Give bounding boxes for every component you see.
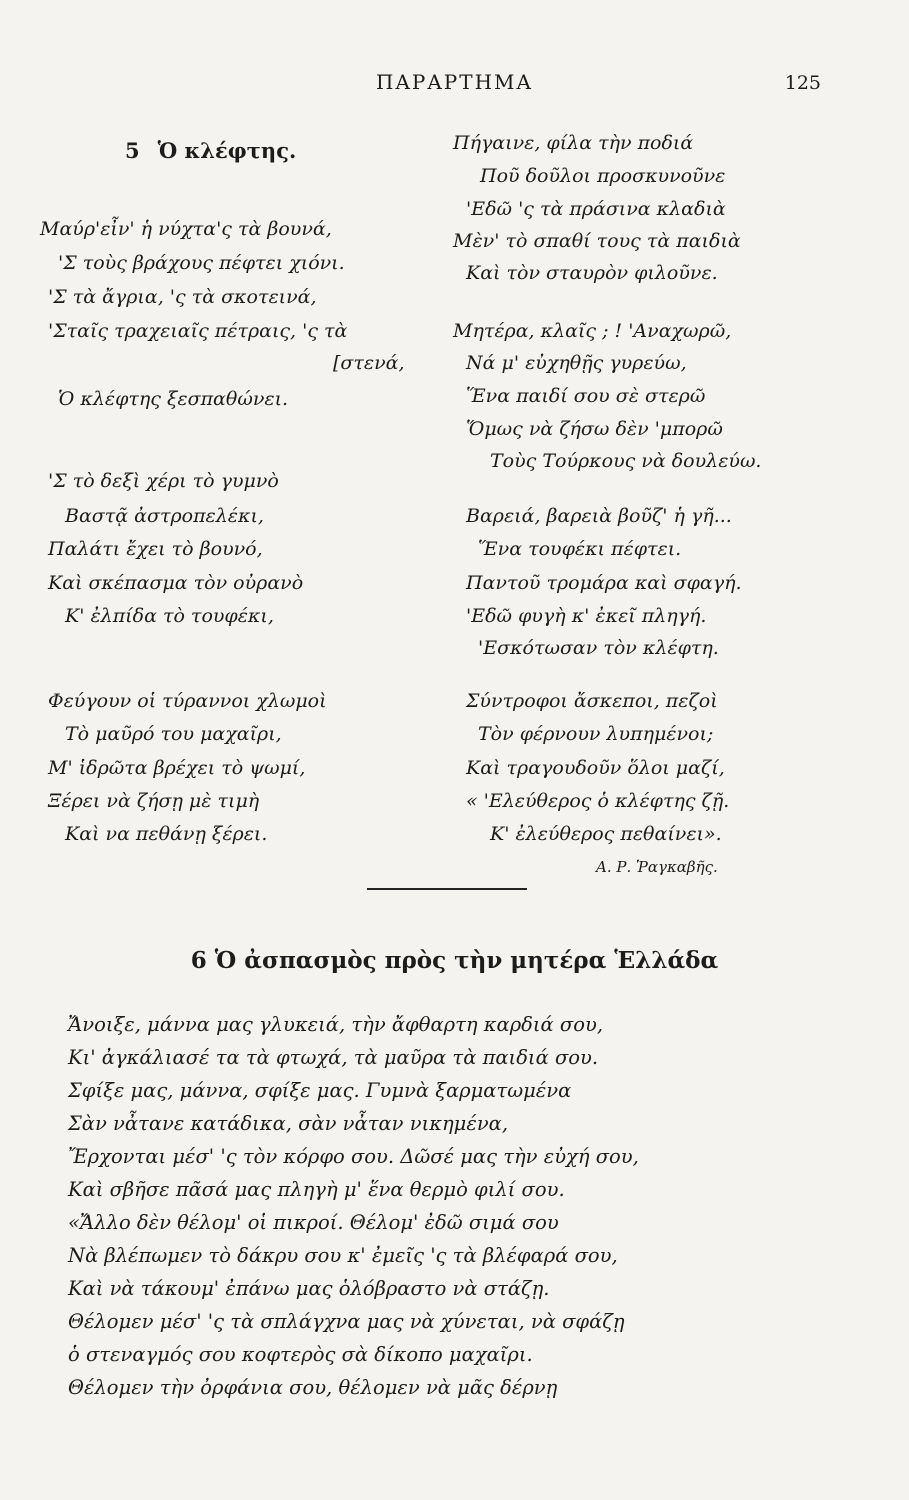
verse-line: 'Σ τὸ δεξὶ χέρι τὸ γυμνὸ [48,470,279,492]
verse-line: Καὶ σκέπασμα τὸν οὐρανὸ [48,572,304,594]
verse-line: 'Εσκότωσαν τὸν κλέφτη. [478,637,719,659]
verse-line: Μὲν' τὸ σπαθί τους τὰ παιδιὰ [453,230,741,252]
verse-line: Μ' ἱδρῶτα βρέχει τὸ ψωμί, [48,757,306,779]
verse-line: Καὶ σβῆσε πᾶσά μας πληγὴ μ' ἕνα θερμὸ φιλί σου. [68,1178,565,1201]
verse-line: Ὅμως νὰ ζήσω δὲν 'μπορῶ [466,418,723,440]
verse-line: Καὶ να πεθάνῃ ξέρει. [65,823,268,845]
verse-line: Σὰν νἆτανε κατάδικα, σὰν νἆταν νικημένα, [68,1112,509,1135]
verse-line: Ὁ κλέφτης ξεσπαθώνει. [58,388,289,410]
verse-line: Ἄνοιξε, μάννα μας γλυκειά, τὴν ἄφθαρτη καρδιά σου, [68,1013,604,1036]
verse-line: Τοὺς Τούρκους νὰ δουλεύω. [490,450,762,472]
verse-line: Μαύρ'εἶν' ἡ νύχτα'ς τὰ βουνά, [40,218,332,240]
poem1-title-line [125,138,296,163]
verse-line: 'Σ τὰ ἄγρια, 'ς τὰ σκοτεινά, [48,286,317,308]
verse-line: Καὶ νὰ τάκουμ' ἐπάνω μας ὁλόβραστο νὰ στάζῃ. [68,1277,550,1300]
verse-line: «Ἄλλο δὲν θέλομ' οἱ πικροί. Θέλομ' ἐδῶ σιμά σου [68,1211,559,1234]
verse-line: 'Εδῶ φυγὴ κ' ἐκεῖ πληγή. [466,605,707,627]
poem2-number: 6 [190,947,207,974]
verse-line: Παντοῦ τρομάρα καὶ σφαγή. [466,572,742,594]
verse-line: Κ' ἐλπίδα τὸ τουφέκι, [65,605,274,627]
verse-line: Καὶ τραγουδοῦν ὅλοι μαζί, [466,757,725,779]
verse-line: Ποῦ δοῦλοι προσκυνοῦνε [480,165,726,187]
poem1-title: Ὁ κλέφτης. [157,138,297,163]
verse-line: « 'Ελεύθερος ὁ κλέφτης ζῇ. [466,790,730,812]
verse-line: 'Σταῖς τραχειαῖς πέτραις, 'ς τὰ [48,320,348,342]
verse-line-continuation: [στενά, [333,352,405,374]
verse-line: Ἕνα παιδί σου σὲ στερῶ [466,385,706,407]
verse-line: Φεύγουν οἱ τύραννοι χλωμοὶ [48,690,327,712]
page-number: 125 [784,72,821,94]
running-head: ΠΑΡΑΡΤΗΜΑ [376,70,533,94]
section-divider [367,888,527,890]
verse-line: Θέλομεν μέσ' 'ς τὰ σπλάγχνα μας νὰ χύνεται, νὰ σφάζῃ [68,1310,625,1333]
poem1-attribution: Α. Ρ. Ῥαγκαβῆς. [596,858,718,876]
verse-line: Ξέρει νὰ ζήσῃ μὲ τιμὴ [48,790,260,812]
verse-line: Σύντροφοι ἄσκεποι, πεζοὶ [466,690,718,712]
verse-line: Παλάτι ἔχει τὸ βουνό, [48,538,263,560]
verse-line: Τὸν φέρνουν λυπημένοι; [478,723,714,745]
verse-line: Τὸ μαῦρό του μαχαῖρι, [65,723,282,745]
verse-line: Καὶ τὸν σταυρὸν φιλοῦνε. [466,262,718,284]
verse-line: Σφίξε μας, μάννα, σφίξε μας. Γυμνὰ ξαρματωμένα [68,1079,572,1102]
verse-line: Ἕνα τουφέκι πέφτει. [478,538,682,560]
poem1-number: 5 [125,138,140,163]
poem2-title-line [0,947,909,974]
verse-line: Βαστᾷ ἀστροπελέκι, [65,505,264,527]
verse-line: 'Σ τοὺς βράχους πέφτει χιόνι. [58,252,345,274]
verse-line: 'Εδῶ 'ς τὰ πράσινα κλαδιὰ [466,198,726,220]
verse-line: Ἔρχονται μέσ' 'ς τὸν κόρφο σου. Δῶσέ μας τὴν εὐχή σου, [68,1145,639,1168]
poem2-title: Ὁ ἀσπασμὸς πρὸς τὴν μητέρα Ἑλλάδα [214,947,719,974]
verse-line: ὁ στεναγμός σου κοφτερὸς σὰ δίκοπο μαχαῖρι. [68,1343,533,1366]
verse-line: Θέλομεν τὴν ὀρφάνια σου, θέλομεν νὰ μᾶς δέρνῃ [68,1376,558,1399]
verse-line: Μητέρα, κλαῖς ; ! 'Αναχωρῶ, [453,320,732,342]
verse-line: Βαρειά, βαρειὰ βοῦζ' ἡ γῆ... [466,505,732,527]
verse-line: Νά μ' εὐχηθῇς γυρεύω, [466,352,687,374]
verse-line: Κι' ἀγκάλιασέ τα τὰ φτωχά, τὰ μαῦρα τὰ παιδιά σου. [68,1046,599,1069]
verse-line: Νὰ βλέπωμεν τὸ δάκρυ σου κ' ἐμεῖς 'ς τὰ βλέφαρά σου, [68,1244,618,1267]
verse-line: Κ' ἐλεύθερος πεθαίνει». [490,823,722,845]
verse-line: Πήγαινε, φίλα τὴν ποδιά [453,132,694,154]
